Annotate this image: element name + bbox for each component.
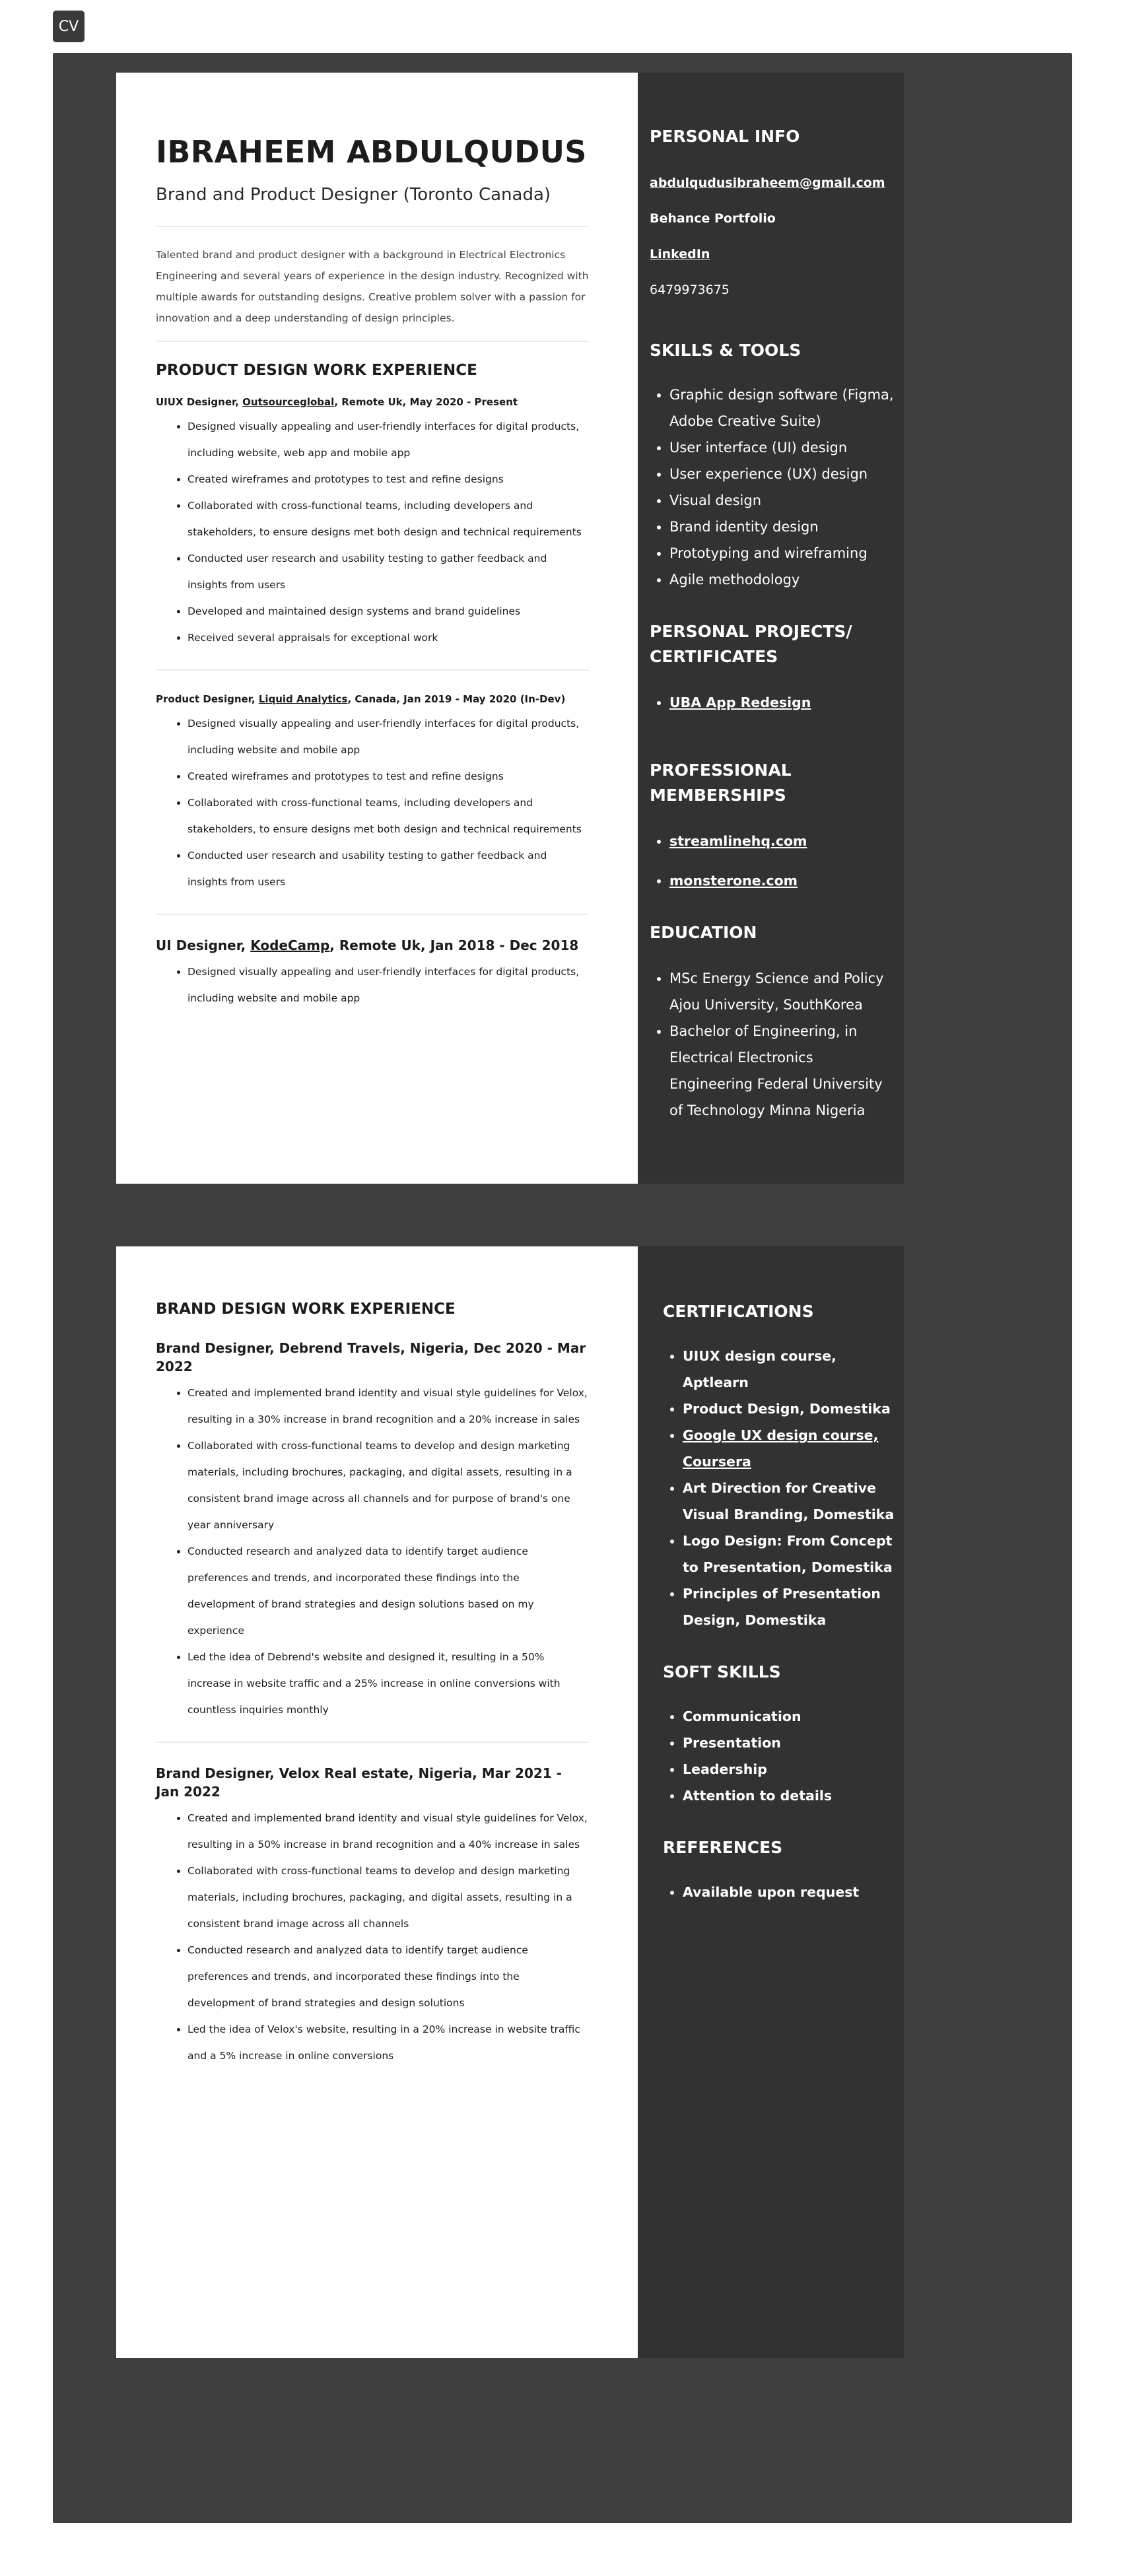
job-heading: UI Designer, KodeCamp, Remote Uk, Jan 2018 - Dec 2018: [156, 937, 579, 953]
bullet-item: • Conducted research and analyzed data to identify target audience preferences and trends, and incorporated these findings into the development of brand strategies and design solutions based on my experience: [188, 1538, 589, 1644]
project-link[interactable]: • UBA App Redesign: [669, 689, 896, 716]
divider: [156, 226, 589, 227]
bullet-item: • Collaborated with cross-functional teams, including developers and stakeholders, to ensure designs met both design and technical requirements: [188, 492, 589, 545]
skill-item: • Agile methodology: [669, 566, 896, 593]
skill-item: • User interface (UI) design: [669, 434, 896, 461]
skill-item: • User experience (UX) design: [669, 461, 896, 487]
product-experience-title: PRODUCT DESIGN WORK EXPERIENCE: [156, 362, 477, 379]
divider: [156, 1742, 589, 1743]
certification-item: • Principles of Presentation Design, Domestika: [683, 1580, 896, 1633]
skill-item: • Prototyping and wireframing: [669, 540, 896, 566]
main-column: [116, 73, 638, 1184]
soft-skill-item: • Presentation: [683, 1730, 896, 1756]
bullet-item: • Developed and maintained design systems and brand guidelines: [188, 598, 589, 625]
bullet-item: • Conducted user research and usability testing to gather feedback and insights from users: [188, 842, 589, 895]
bullet-item: • Led the idea of Velox's website, resulting in a 20% increase in website traffic and a 5% increase in online conversions: [188, 2016, 589, 2069]
profile-summary: Talented brand and product designer with a background in Electrical Electronics Engineering and several years of experience in the design industry. Recognized with multiple awards for outstanding designs. Creative problem solver with a passion for innovation and a deep understanding of design principles.: [156, 249, 589, 324]
skills-list: [650, 382, 896, 593]
candidate-role: Brand and Product Designer (Toronto Canada): [156, 185, 551, 205]
divider: [156, 669, 589, 671]
job-bullets: [156, 1805, 589, 2069]
job-bullets: [156, 413, 589, 651]
job-entry: [156, 1764, 589, 2069]
candidate-name: IBRAHEEM ABDULQUDUS: [156, 134, 587, 170]
education-title: EDUCATION: [650, 923, 757, 942]
bullet-item: • Conducted research and analyzed data to identify target audience preferences and trends, and incorporated these findings into the development of brand strategies and design solutions: [188, 1937, 589, 2016]
projects-title: PERSONAL PROJECTS/ CERTIFICATES: [650, 622, 852, 666]
job-entry: [156, 395, 589, 651]
sidebar: [638, 1246, 904, 2358]
soft-skills-list: [663, 1703, 896, 1809]
bullet-item: • Collaborated with cross-functional teams to develop and design marketing materials, including brochures, packaging, and digital assets, resulting in a consistent brand image across all channels and for purpose of brand's one year anniversary: [188, 1433, 589, 1538]
company-link[interactable]: KodeCamp: [250, 937, 330, 953]
phone-number: 6479973675: [650, 283, 730, 297]
soft-skill-item: • Leadership: [683, 1756, 896, 1782]
bullet-item: • Designed visually appealing and user-friendly interfaces for digital products, including website and mobile app: [188, 959, 589, 1011]
bullet-item: • Created and implemented brand identity and visual style guidelines for Velox, resulting in a 50% increase in brand recognition and a 40% increase in sales: [188, 1805, 589, 1858]
main-column: [116, 1246, 638, 2358]
cv-badge-button[interactable]: CV: [53, 11, 85, 42]
education-list: [650, 965, 896, 1124]
job-heading: UIUX Designer, Outsourceglobal, Remote Uk, May 2020 - Present: [156, 396, 518, 408]
memberships-title: PROFESSIONAL MEMBERSHIPS: [650, 761, 792, 805]
bullet-item: • Conducted user research and usability testing to gather feedback and insights from users: [188, 545, 589, 598]
job-entry: [156, 936, 589, 1011]
personal-info-title: PERSONAL INFO: [650, 127, 800, 146]
bullet-item: • Designed visually appealing and user-friendly interfaces for digital products, including website and mobile app: [188, 710, 589, 763]
divider: [156, 914, 589, 915]
bullet-item: • Created wireframes and prototypes to test and refine designs: [188, 466, 589, 492]
certifications-list: [663, 1343, 896, 1633]
certification-item: • Logo Design: From Concept to Presentation, Domestika: [683, 1528, 896, 1580]
sidebar: [638, 73, 904, 1184]
job-bullets: [156, 959, 589, 1011]
projects-list: [650, 689, 896, 716]
company-link[interactable]: Outsourceglobal: [242, 396, 335, 408]
soft-skills-title: SOFT SKILLS: [663, 1662, 781, 1681]
job-entry: [156, 1339, 589, 1723]
certifications-title: CERTIFICATIONS: [663, 1302, 814, 1321]
job-entry: [156, 692, 589, 895]
membership-link[interactable]: • streamlinehq.com: [669, 828, 896, 854]
email-link[interactable]: abdulqudusibraheem@gmail.com: [650, 176, 885, 190]
company-link[interactable]: Liquid Analytics: [258, 693, 348, 705]
job-bullets: [156, 1380, 589, 1723]
education-item: • MSc Energy Science and Policy Ajou University, SouthKorea: [669, 965, 896, 1018]
reference-item: • Available upon request: [683, 1879, 896, 1905]
job-bullets: [156, 710, 589, 895]
bullet-item: • Received several appraisals for exceptional work: [188, 625, 589, 651]
behance-link[interactable]: Behance Portfolio: [650, 211, 776, 226]
job-heading: Brand Designer, Velox Real estate, Nigeria, Mar 2021 - Jan 2022: [156, 1765, 562, 1800]
bullet-item: • Designed visually appealing and user-friendly interfaces for digital products, including website, web app and mobile app: [188, 413, 589, 466]
memberships-list: [650, 828, 896, 894]
linkedin-link[interactable]: LinkedIn: [650, 247, 710, 261]
skill-item: • Graphic design software (Figma, Adobe Creative Suite): [669, 382, 896, 434]
certification-item: • UIUX design course, Aptlearn: [683, 1343, 896, 1396]
resume-page-2: [116, 1246, 904, 2358]
education-item: • Bachelor of Engineering, in Electrical Electronics Engineering Federal University of Technology Minna Nigeria: [669, 1018, 896, 1124]
job-heading: Product Designer, Liquid Analytics, Canada, Jan 2019 - May 2020 (In-Dev): [156, 693, 566, 705]
soft-skill-item: • Communication: [683, 1703, 896, 1730]
resume-page-1: [116, 73, 904, 1184]
soft-skill-item: • Attention to details: [683, 1782, 896, 1809]
bullet-item: • Collaborated with cross-functional teams, including developers and stakeholders, to ensure designs met both design and technical requirements: [188, 790, 589, 842]
bullet-item: • Created and implemented brand identity and visual style guidelines for Velox, resulting in a 30% increase in brand recognition and a 20% increase in sales: [188, 1380, 589, 1433]
bullet-item: • Led the idea of Debrend's website and designed it, resulting in a 50% increase in website traffic and a 25% increase in online conversions with countless inquiries monthly: [188, 1644, 589, 1723]
brand-experience-title: BRAND DESIGN WORK EXPERIENCE: [156, 1301, 456, 1318]
certification-link[interactable]: • Google UX design course, Coursera: [683, 1422, 896, 1475]
skills-title: SKILLS & TOOLS: [650, 341, 801, 360]
skill-item: • Visual design: [669, 487, 896, 514]
bullet-item: • Created wireframes and prototypes to test and refine designs: [188, 763, 589, 790]
references-list: [663, 1879, 896, 1905]
skill-item: • Brand identity design: [669, 514, 896, 540]
references-title: REFERENCES: [663, 1838, 783, 1857]
membership-link[interactable]: • monsterone.com: [669, 867, 896, 894]
job-heading: Brand Designer, Debrend Travels, Nigeria, Dec 2020 - Mar 2022: [156, 1340, 586, 1374]
certification-item: • Art Direction for Creative Visual Branding, Domestika: [683, 1475, 896, 1528]
certification-item: • Product Design, Domestika: [683, 1396, 896, 1422]
bullet-item: • Collaborated with cross-functional teams to develop and design marketing materials, including brochures, packaging, and digital assets, resulting in a consistent brand image across all channels: [188, 1858, 589, 1937]
